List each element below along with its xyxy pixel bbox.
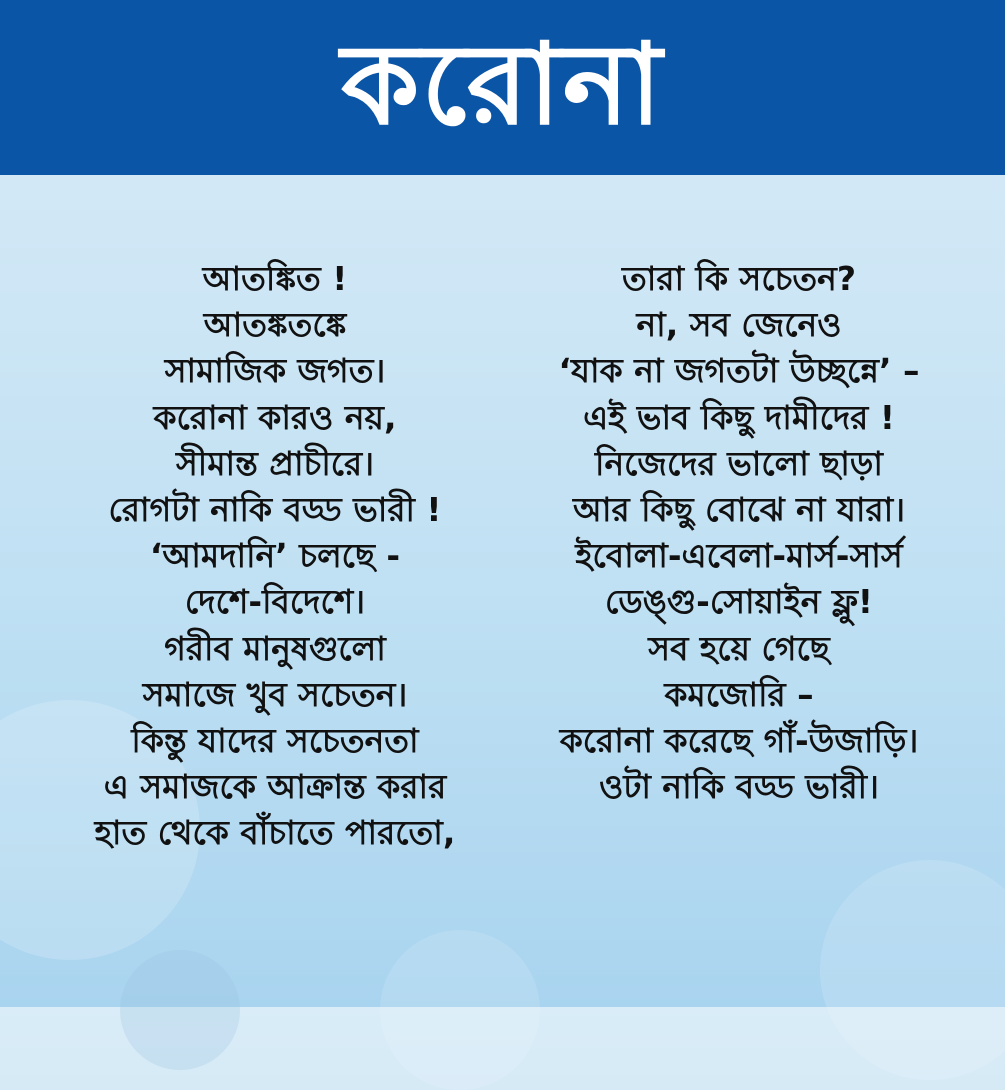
poem-line: করোনা করেছে গাঁ-উজাড়ি। — [559, 721, 919, 761]
poem-line: সব হয়ে গেছে — [648, 628, 830, 668]
poem-line: করোনা কারও নয়, — [153, 397, 397, 437]
poem-line: ওটা নাকি বড্ড ভারী। — [599, 767, 879, 807]
poem-right-column — [504, 256, 974, 810]
poem-title: করোনা — [341, 19, 664, 150]
poem-line: গরীব মানুষগুলো — [164, 628, 386, 668]
poem-line: হাত থেকে বাঁচাতে পারতো, — [94, 813, 456, 853]
poem-line: সামাজিক জগত। — [164, 351, 386, 391]
poem-line: ‘আমদানি’ চলছে - — [149, 536, 401, 576]
poem-line: ইবোলা-এবেলা-মার্স-সার্স — [575, 536, 903, 576]
poem-line: এই ভাব কিছু দামীদের ! — [583, 397, 895, 437]
poem-line: নিজেদের ভালো ছাড়া — [595, 443, 883, 483]
poem-line: কমজোরি – — [664, 674, 814, 714]
poem-line: না, সব জেনেও — [636, 305, 842, 345]
background-decoration — [820, 860, 1005, 1080]
poem-line: তারা কি সচেতন? — [621, 259, 857, 298]
title-banner — [0, 0, 1005, 175]
poem-line: ডেঙ্গু-সোয়াইন ফ্লু! — [605, 582, 873, 622]
poem-line: আতঙ্কতঙ্কে — [203, 305, 347, 345]
poem-line: সমাজে খুব সচেতন। — [142, 674, 408, 714]
background-decoration — [120, 950, 240, 1070]
poem-left-column — [40, 256, 510, 857]
poem-line: এ সমাজকে আক্রান্ত করার — [103, 767, 447, 807]
poem-line: আর কিছু বোঝে না যারা। — [572, 490, 906, 530]
poem-line: দেশে-বিদেশে। — [184, 582, 366, 622]
poem-line: রোগটা নাকি বড্ড ভারী ! — [108, 490, 442, 530]
poem-line: কিন্তু যাদের সচেতনতা — [131, 721, 419, 761]
background-decoration — [380, 930, 540, 1090]
poem-line: আতঙ্কিত ! — [202, 259, 348, 298]
poem-line: ‘যাক না জগতটা উচ্ছন্নে’ – — [558, 351, 920, 391]
poem-line: সীমান্ত প্রাচীরে। — [175, 443, 375, 483]
